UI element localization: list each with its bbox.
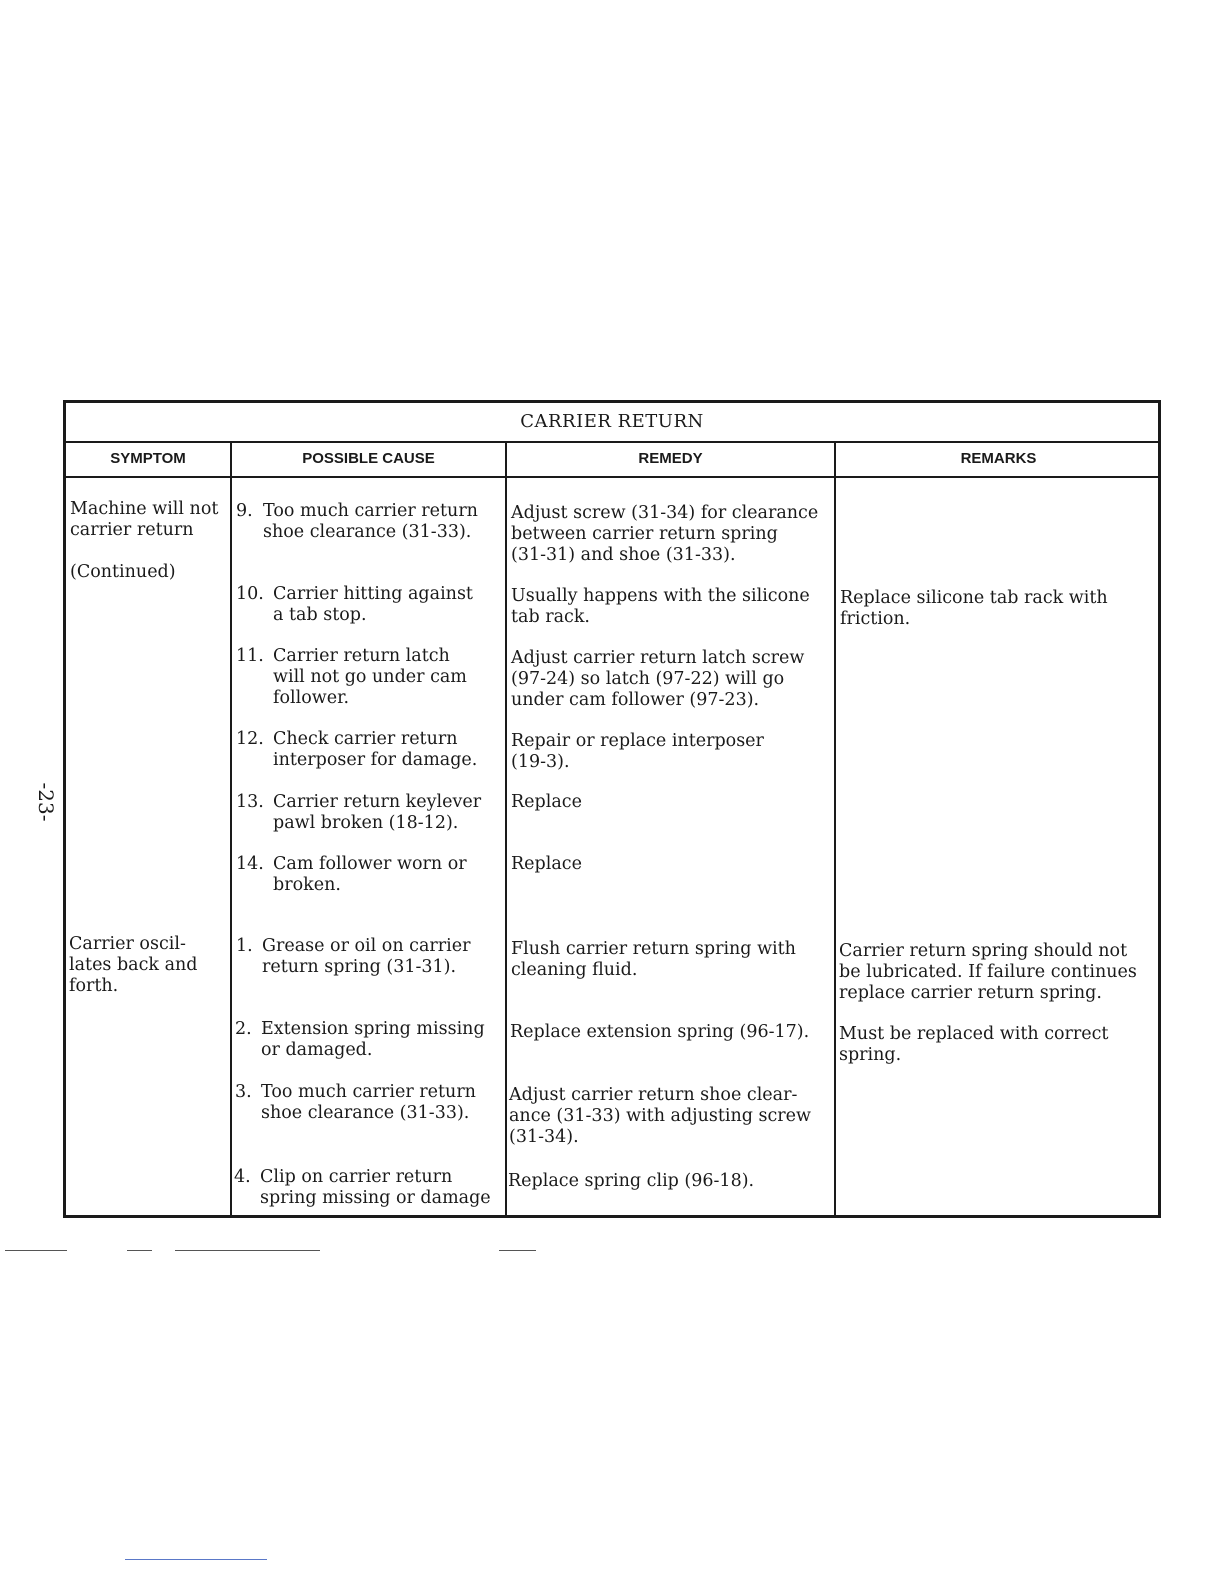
header-remedy: REMEDY (638, 450, 703, 467)
table-title: CARRIER RETURN (66, 403, 1158, 443)
symptom-cell: Machine will not carrier return (Continued) (70, 499, 219, 582)
remedy-cell: Adjust carrier return shoe clear- ance (31-33) with adjusting screw (31-34). (509, 1085, 811, 1147)
remarks-cell: Replace silicone tab rack with friction. (840, 588, 1108, 629)
scan-rule (5, 1250, 67, 1251)
symptom-cell: Carrier oscil- lates back and forth. (69, 934, 198, 996)
remedy-cell: Replace extension spring (96-17). (510, 1022, 810, 1042)
remarks-cell: Must be replaced with correct spring. (839, 1024, 1109, 1065)
remedy-cell: Replace (511, 792, 582, 812)
cause-cell: 1. Grease or oil on carrier return spring (31-31). (236, 936, 471, 977)
header-remarks: REMARKS (960, 450, 1037, 467)
column-divider (834, 441, 836, 1215)
remedy-cell: Adjust carrier return latch screw (97-24) so latch (97-22) will go under cam follower (97-23). (511, 648, 805, 710)
column-divider (505, 441, 507, 1215)
remedy-cell: Repair or replace interposer (19-3). (511, 731, 764, 772)
remedy-cell: Replace spring clip (96-18). (508, 1171, 755, 1191)
scan-rule (499, 1250, 536, 1251)
remedy-cell: Adjust screw (31-34) for clearance between carrier return spring (31-31) and shoe (31-33). (511, 503, 819, 565)
header-divider (66, 476, 1158, 478)
cause-cell: 2. Extension spring missing or damaged. (235, 1019, 485, 1060)
cause-cell: 9. Too much carrier return shoe clearance (31-33). (236, 501, 478, 542)
cause-cell: 4. Clip on carrier return spring missing or damage (234, 1167, 491, 1208)
troubleshooting-table (63, 400, 1161, 1218)
cause-cell: 3. Too much carrier return shoe clearance (31-33). (235, 1082, 476, 1123)
remarks-cell: Carrier return spring should not be lubricated. If failure continues replace carrier return spring. (839, 941, 1137, 1003)
cause-cell: 12. Check carrier return interposer for damage. (236, 729, 478, 770)
cause-cell: 11. Carrier return latch will not go under cam follower. (236, 646, 467, 708)
header-symptom: SYMPTOM (110, 450, 186, 467)
page-number: -23- (34, 782, 58, 822)
header-possible-cause: POSSIBLE CAUSE (302, 450, 435, 467)
cause-cell: 14. Cam follower worn or broken. (236, 854, 467, 895)
remedy-cell: Replace (511, 854, 582, 874)
cause-cell: 10. Carrier hitting against a tab stop. (236, 584, 473, 625)
remedy-cell: Usually happens with the silicone tab rack. (511, 586, 810, 627)
cause-cell: 13. Carrier return keylever pawl broken (18-12). (236, 792, 482, 833)
column-divider (230, 441, 232, 1215)
scan-rule-blue (125, 1559, 267, 1560)
scan-rule (127, 1250, 152, 1251)
scan-rule (175, 1250, 320, 1251)
remedy-cell: Flush carrier return spring with cleaning fluid. (511, 939, 796, 980)
